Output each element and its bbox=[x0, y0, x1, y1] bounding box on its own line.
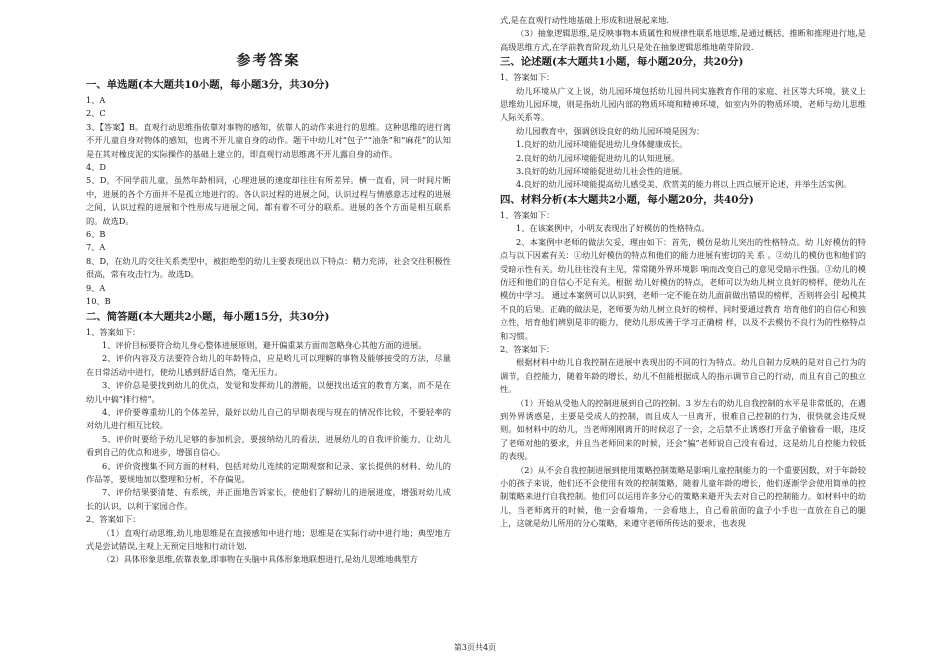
answer-paragraph: 1、评价目标要符合幼儿身心整体进展原则，避开偏重某方面而忽略身心其他方面的进展。 bbox=[102, 339, 427, 350]
answer-item: 10、B bbox=[86, 296, 111, 307]
list-item: 1.良好的幼儿园环境能促进幼儿身体健康成长。 bbox=[516, 139, 688, 150]
answer-item: 9、A bbox=[86, 282, 106, 293]
page-title: 参考答案 bbox=[236, 53, 301, 69]
answer-paragraph: 幼儿环境从广义上说，幼儿园环境包括幼儿园共同实施教育作用的家庭、社区等大环境，狭义上思维幼儿园环境，则是指幼儿园内部的物质环境和精神环境，如室内外的物质环境，老师与幼儿思维人际关系等。 bbox=[500, 85, 866, 123]
answer-paragraph: 1、在该案例中，小明友表现出了好模仿的性格特点。 bbox=[516, 223, 710, 234]
section-heading-material-analysis: 四、材料分析(本大题共2小题，每小题20分，共40分) bbox=[500, 193, 754, 206]
short-answer-1 bbox=[86, 339, 451, 513]
answer-item: 1、A bbox=[86, 95, 106, 105]
answer-item: 3、【答案】B。直观行动思维指依靠对事物的感知，依靠人的动作来进行的思维。这种思维的进行离不开儿童自身对物体的感知，也离不开儿童自身的动作。题干中幼儿对“包子”“油条”和“麻花”的认知是在其对橡皮泥的实际操作的基础上建立的，即直观行动思维离不开儿露自身的动作。 bbox=[86, 121, 451, 159]
right-column bbox=[500, 14, 866, 641]
answer-paragraph: 幼儿园教育中，强调创设良好的幼儿园环境是因为： bbox=[516, 125, 705, 136]
list-item: 4.良好的幼儿园环境能提高幼儿感受美、欣赏美的能力将以上四点展开论述，并举生活实例。 bbox=[516, 179, 852, 190]
continued-text: 式,是在直观行动性地基础上形成和进展起来地. bbox=[500, 15, 669, 25]
answer-paragraph: 4、评价要尊重幼儿的个体差异，最好以幼儿自己的早期表现与现在的情况作比较，不要轻率的对幼儿进行相互比较。 bbox=[86, 406, 451, 431]
answer-paragraph: （1）直观行动思维,幼儿地思维是在直接感知中进行地；思维是在实际行动中进行地；典型地方式是尝试错误,主观上无预定目地和行动计划. bbox=[86, 527, 451, 551]
section-heading-essay: 三、论述题(本大题共1小题，每小题20分，共20分) bbox=[500, 56, 744, 69]
answer-paragraph: （2）从不会自我控制进展到使用策略控制策略是影响儿童控制能力的一个重要因数，对于年龄较小的孩子来说，他们还不会使用有效的控制策略，随着儿童年龄的增长，他们逐渐学会使用简单的控制策略来进行自我控制。他们可以运用许多分心的策略来避开失去对自己的控制能力。如材料中的幼儿，当老师离开的时候，他一会看墙角，一会看地上，自己看前面的盒子小手也一直放在自己的腿上，这就是幼儿所用的分心策略，来遵守老师所传达的要求，也表现 bbox=[500, 464, 866, 529]
section-heading-short-answer: 二、简答题(本大题共2小题，每小题15分，共30分) bbox=[86, 310, 330, 323]
short-answer-2 bbox=[86, 527, 451, 567]
essay-point-list bbox=[500, 138, 866, 192]
answer-item: 7、A bbox=[86, 242, 106, 253]
answer-paragraph: 5、评价时要给予幼儿足够的参加机会，要接纳幼儿的看法，进展幼儿的自我评价能力，让幼儿看到自己的优点和进步，增强自信心。 bbox=[86, 433, 451, 458]
single-choice-answers bbox=[86, 94, 451, 309]
answer-label: 2、答案如下： bbox=[500, 343, 555, 354]
answer-item: 8、D，在幼儿的交往关系类型中，被拒绝型的幼儿主要表现出以下特点：精力充沛，社会交往积极性很高，常有攻击行为。故选D。 bbox=[86, 255, 451, 280]
answer-paragraph: 3、评价总是要找到幼儿的优点，发觉和发挥幼儿的潜能，以便找出适宜的教育方案，而不是在幼儿中搞“排行榜”。 bbox=[86, 380, 451, 404]
answer-paragraph: （1）开始从受他人的控制进展到自己的控制。3 岁左右的幼儿自我控制的水平是非常低的，在遇到外界诱惑是，主要是受成人的控制，而且成人一旦离开，很难自己控制的行为，很快就会违反规则。如材料中的幼儿，当老师刚刚离开的时候忍了一会，之后禁不止诱惑打开盒子偷偷看一眼，违反了老师对他的要求，并且当老师回来的时候，还会“骗”老师说自己没有看过，这是幼儿自控能力较低的表现。 bbox=[500, 397, 866, 462]
answer-label: 1、答案如下： bbox=[500, 209, 555, 220]
answer-paragraph: （2）具体形象思维,依靠表象,即事物在头脑中具体形象地联想进行,是幼儿思维地典型方 bbox=[102, 554, 418, 565]
list-item: 2.良好的幼儿园环境能促进幼儿的认知进展。 bbox=[516, 152, 680, 163]
section-heading-single-choice: 一、单选题(本大题共10小题，每小题3分，共30分) bbox=[86, 79, 330, 91]
answer-paragraph: 7、评价结果要清楚、有系统，并正面地告诉家长，使他们了解幼儿的进展进度，增强对幼儿成长的认识，以利于家园合作。 bbox=[86, 487, 451, 511]
answer-label: 1、答案如下： bbox=[86, 326, 141, 337]
answer-item: 2、C bbox=[86, 108, 106, 119]
answer-item: 5、D，不同学前儿童，虽然年龄相同，心理进展的速度却往往有所差异。横一直看，同一时间片断中，进展的各个方面并不是孤立地进行的。各认识过程的进展之间，认识过程与情感意志过程的进展之间，认识过程的进展和个性形成与进展之间，都有着不可分的联系。进展的各个方面是相互联系的。故选D。 bbox=[86, 175, 451, 226]
answer-label: 2、答案如下： bbox=[86, 514, 141, 525]
answer-label: 1、答案如下： bbox=[500, 72, 555, 83]
list-item: 3.良好的幼儿园环境能促进幼儿社会性的进展。 bbox=[516, 166, 688, 177]
answer-paragraph: 2、评价内容及方法要符合幼儿的年龄特点，应是哟儿可以理解的事物及能够接受的方法，尽量在日常活动中进行，使幼儿感到舒适自然，毫无压力。 bbox=[86, 353, 451, 377]
answer-paragraph: 根据材料中幼儿自我控制在进展中表现出的不同的行为特点。幼儿自制力反映的是对自己行为的调节，自控能力，随着年龄的增长，幼儿不但能根据成人的指示调节自己的行动，而且有自己的独立性。 bbox=[500, 357, 866, 395]
answer-item: 6、B bbox=[86, 229, 106, 240]
answer-paragraph: （3）抽象逻辑思维,是反映事物本质属性和规律性联系地思维,是通过概括、推断和推理进行地,是高级思维方式,在学前教育阶段,幼儿只是处在抽象逻辑思维地萌芽阶段. bbox=[500, 28, 866, 52]
page-number: 第3页共4页 bbox=[453, 643, 497, 652]
answer-item: 4、D bbox=[86, 162, 106, 173]
answer-paragraph: 2、本案例中老师的做法欠妥，理由如下：首先，模仿是幼儿突出的性格特点。幼 儿好模仿的特点与以下因素有关：①幼儿好模仿的特点和他们的能力进展有密切的关 系 。②幼儿的模仿也和他们的受暗示性有关。幼儿往往没有主见，常常随外界环境影 响而改变自己的意见受暗示性强。③幼儿的模仿还和他们的自信心不足有关。根据 幼儿好模仿的特点，老师可以为幼儿树立良好的榜样，使幼儿在模仿中学习。 通过本案例可以认识到，老师一定不能在幼儿面前做出错误的榜样，否则将会引 起模其不良的后果。正确的做法是，老师要为幼儿树立良好的榜样，同时要通过教育 培育他们的自信心和独立性，培育他们辨别是非的能力，使幼儿形成善于学习正确榜 样，以及不去模仿不良行为的性格特点和习惯。 bbox=[500, 236, 866, 341]
answer-paragraph: 6、评价资搜集不同方面的材料，包括对幼儿连续的定期观察和记录、家长提供的材料、幼儿的作品等，要规地加以整理和分析，不存偏见。 bbox=[86, 460, 451, 484]
left-column bbox=[86, 14, 451, 641]
